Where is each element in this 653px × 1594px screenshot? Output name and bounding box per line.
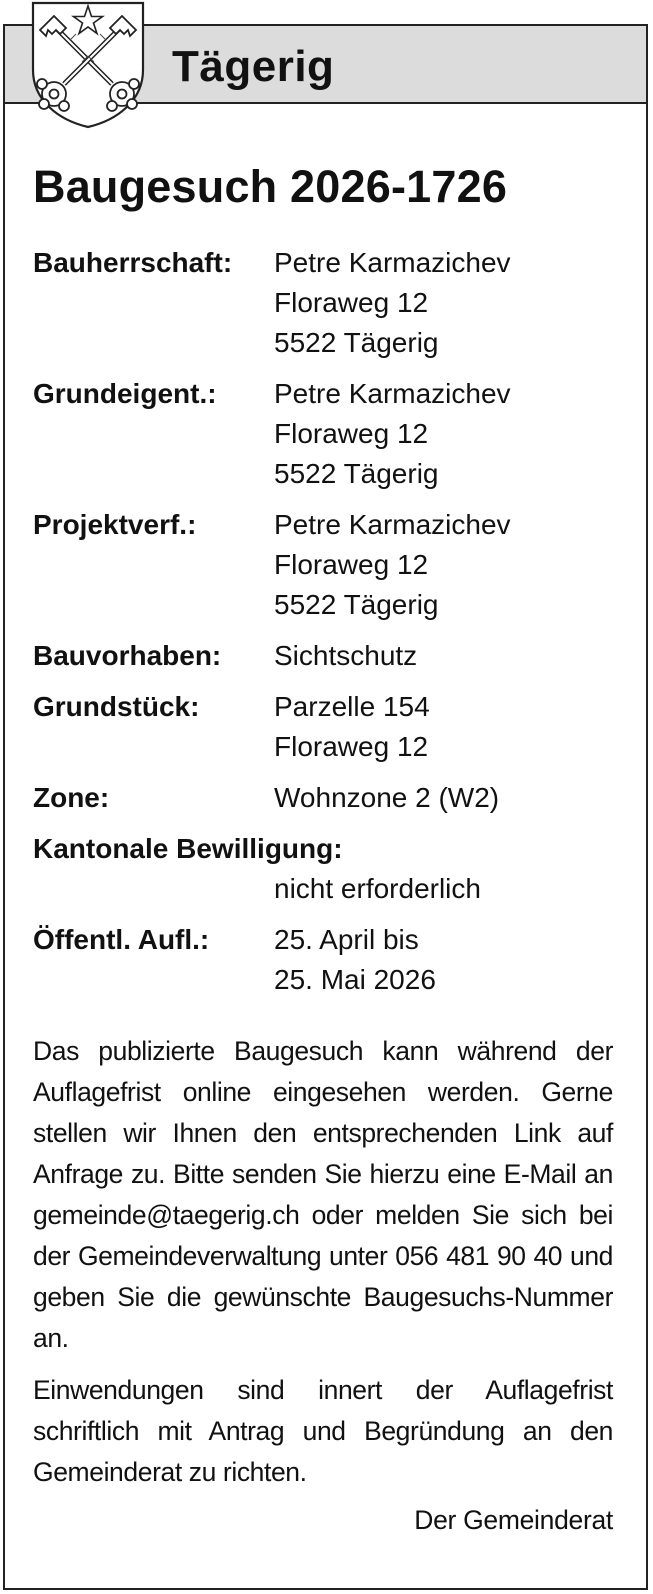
field-bauvorhaben (33, 636, 613, 676)
signature: Der Gemeinderat (414, 1505, 613, 1535)
town-name: Tägerig (172, 42, 335, 91)
field-line: Sichtschutz (274, 640, 418, 671)
field-value (274, 778, 613, 818)
field-value (274, 636, 613, 676)
notice-content (33, 158, 613, 1540)
field-label: Bauvorhaben: (33, 640, 222, 671)
field-line: 25. April bis (274, 924, 419, 955)
field-line: nicht erforderlich (274, 873, 481, 904)
field-grundeigentuemer (33, 374, 613, 494)
online-access-paragraph: Das publizierte Baugesuch kann während der Auflagefrist online eingesehen werden. Gerne stellen wir Ihnen den entsprechenden Link auf Anfrage zu. Bitte senden Sie hierzu eine E-Mail an gemeinde@taegerig.ch oder melden Sie sich bei der Gemeindeverwaltung unter 056 481 90 40 und geben Sie die gewünschte Baugesuchs-Nummer an. (33, 1036, 613, 1353)
field-label: Grundeigent.: (33, 378, 217, 409)
field-line: 5522 Tägerig (274, 589, 439, 620)
coat-of-arms-icon (30, 0, 146, 130)
field-line: Floraweg 12 (274, 418, 429, 449)
field-label: Zone: (33, 782, 110, 813)
field-value (274, 374, 613, 494)
field-value (274, 920, 613, 1000)
field-line: 5522 Tägerig (274, 458, 439, 489)
field-value (274, 505, 613, 625)
field-bauherrschaft (33, 243, 613, 363)
field-line: Floraweg 12 (274, 287, 429, 318)
field-value (274, 869, 613, 909)
field-value (274, 243, 613, 363)
field-label: Kantonale Bewilligung: (33, 833, 343, 864)
field-value (274, 687, 613, 767)
field-line: Petre Karmazichev (274, 509, 511, 540)
field-label: Öffentl. Aufl.: (33, 924, 210, 955)
field-projektverfasser (33, 505, 613, 625)
field-label: Projektverf.: (33, 509, 197, 540)
field-line: Parzelle 154 (274, 691, 430, 722)
field-label: Bauherrschaft: (33, 247, 233, 278)
objection-paragraph: Einwendungen sind innert der Auflagefrist schriftlich mit Antrag und Begründung an den Gemeinderat zu richten. (33, 1375, 613, 1487)
field-line: Wohnzone 2 (W2) (274, 782, 500, 813)
field-line: Petre Karmazichev (274, 247, 511, 278)
field-line: Petre Karmazichev (274, 378, 511, 409)
field-line: 25. Mai 2026 (274, 964, 436, 995)
field-grundstueck (33, 687, 613, 767)
field-line: Floraweg 12 (274, 731, 429, 762)
notice-title: Baugesuch 2026-1726 (33, 161, 508, 212)
field-zone (33, 778, 613, 818)
field-kantonale-bewilligung (33, 829, 613, 909)
field-label: Grundstück: (33, 691, 200, 722)
field-line: 5522 Tägerig (274, 327, 439, 358)
field-line: Floraweg 12 (274, 549, 429, 580)
field-oeffentliche-auflage (33, 920, 613, 1000)
